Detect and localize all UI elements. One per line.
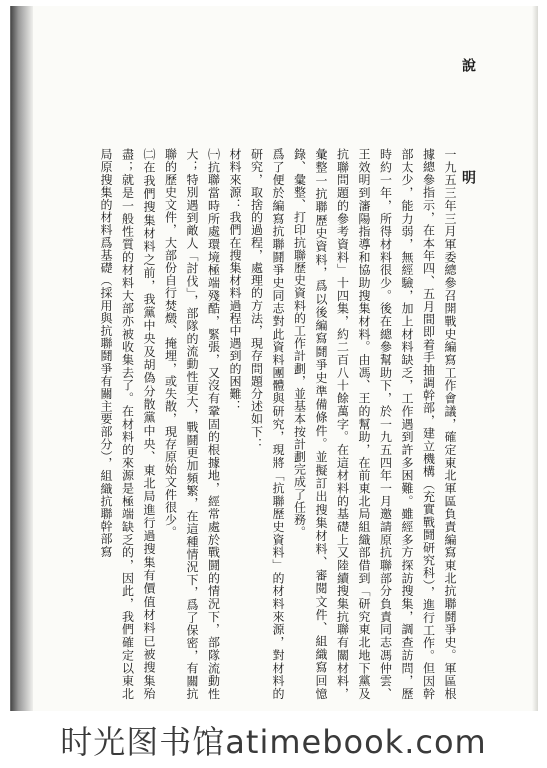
site-watermark: 时光图书馆atimebook.com bbox=[60, 723, 487, 761]
scanned-page bbox=[10, 6, 538, 711]
binding-shadow bbox=[11, 6, 33, 711]
paragraph: 材料來源：我們在搜集材料過程中遇到的困難： bbox=[228, 148, 242, 413]
paragraph: ㈡在我們搜集材料之前，我黨中央及胡偽分散黨中央、東北局進行過搜集有價值材料已被搜集殆盡；就是一般性質的材料大部亦被收集去了。在材料的來源是極端缺乏的，因此，我們確定以東北局原搜集的材料爲基礎（採用與抗聯鬪爭有關主要部分），組織抗聯幹部寫 bbox=[99, 148, 156, 700]
vertical-text-body bbox=[61, 148, 460, 700]
page-edge bbox=[532, 6, 538, 711]
paragraph: 一九五三年三月軍委總參召開戰史編寫工作會議，確定東北軍區負責編寫東北抗聯鬪爭史。軍區根據總參指示，在本年四、五月間即着手抽調幹部，建立機構（充實戰鬪研究科），進行工作。但因幹部太少，能力弱，無經驗，加上材料缺乏，工作遇到許多困難。雖經多方探訪搜集，調查訪問，歷時約一年，所得材料很少。後在總參幫助下，於一九五四年一月邀請原抗聯部分負責同志馮仲雲、王效明到瀋陽指導和協助搜集材料。由馮、王的幫助，在前東北局組織部借到「研究東北地下黨及抗聯問題的參考資料」十四集，約二百八十餘萬字。在這材料的基礎上又陸續搜集抗聯有關材料，彙整一抗聯歷史資料，爲以後編寫鬪爭史準備條件。並擬訂出搜集材料、審閱文件、組織寫回憶錄、彙整、打印抗聯歷史資料的工作計劃，並基本按計劃完成了任務。 bbox=[292, 148, 457, 700]
paragraph: 爲了便於編寫抗聯鬪爭史同志對此資料團體與研究，現將「抗聯歷史資料」的材料來源，對材料的研究，取捨的過程，處理的方法，現存問題分述如下： bbox=[249, 148, 285, 700]
paragraph: ㈠抗聯當時所處環境極端殘酷，緊張，又沒有鞏固的根據地，經常處於戰鬪的情況下，部隊流動性大；特別遇到敵人「討伐」，部隊的流動性更大，戰鬪更加頻繁，在這種情況下，爲了保密，有關抗聯的歷史文件，大部份自行焚燬、掩埋，或失散，現存原始文件很少。 bbox=[163, 148, 221, 700]
page-title: 說 明 bbox=[460, 58, 476, 226]
